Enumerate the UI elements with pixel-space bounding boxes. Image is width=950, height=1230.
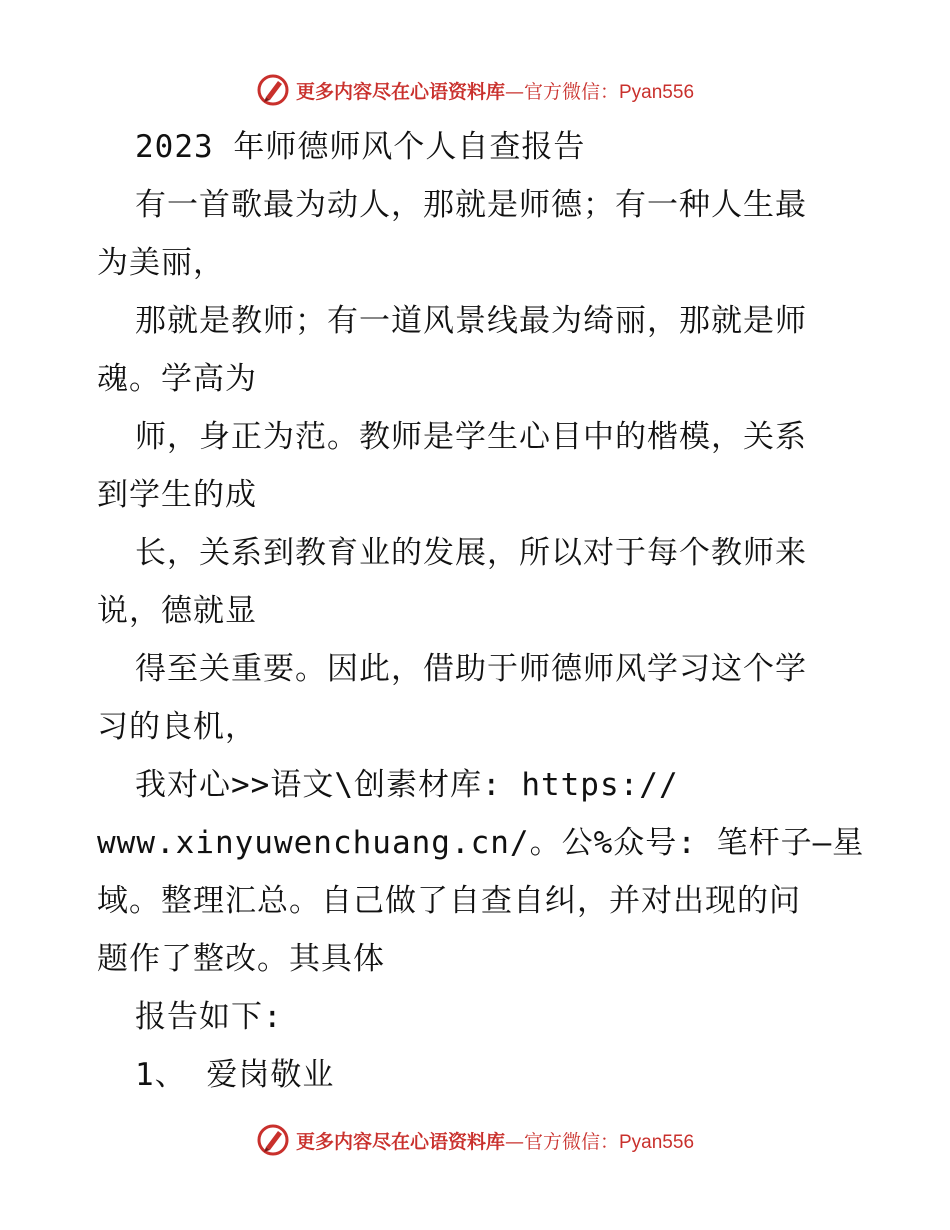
banner-text — [296, 77, 694, 104]
text-line: 有一首歌最为动人，那就是师德；有一种人生最 — [135, 187, 807, 223]
text-line: www.xinyuwenchuang.cn/。公%众号: 笔杆子—星 — [97, 825, 865, 861]
text-line: 到学生的成 — [97, 477, 257, 513]
text-line: 域。整理汇总。自己做了自查自纠，并对出现的问 — [97, 883, 801, 919]
document-body — [97, 118, 865, 1104]
footer-banner — [0, 1120, 950, 1160]
banner-wechat-text: 官方微信：Pyan556 — [524, 81, 695, 103]
text-line: 我对心>>语文\创素材库: https:// — [135, 767, 679, 803]
banner-wechat-text: 官方微信：Pyan556 — [524, 1131, 695, 1153]
text-line: 那就是教师；有一道风景线最为绮丽，那就是师 — [135, 303, 807, 339]
text-line: 报告如下: — [135, 999, 283, 1035]
text-line: 2023 年师德师风个人自查报告 — [135, 129, 586, 165]
text-line: 师，身正为范。教师是学生心目中的楷模，关系 — [135, 419, 807, 455]
banner-main-text: 更多内容尽在心语资料库 — [295, 1130, 505, 1153]
text-line: 魂。学高为 — [97, 361, 257, 397]
text-line: 1、 爱岗敬业 — [135, 1057, 335, 1093]
header-banner — [0, 70, 950, 110]
text-line: 得至关重要。因此，借助于师德师风学习这个学 — [135, 651, 807, 687]
banner-dash: — — [505, 1130, 524, 1153]
text-line: 习的良机， — [97, 709, 257, 745]
text-line: 题作了整改。其具体 — [97, 941, 385, 977]
banner-text — [296, 1127, 694, 1154]
banner-dash: — — [505, 80, 524, 103]
text-line: 为美丽， — [97, 245, 225, 281]
banner-main-text: 更多内容尽在心语资料库 — [295, 80, 505, 103]
pen-logo-icon — [256, 1123, 290, 1157]
pen-logo-icon — [256, 73, 290, 107]
text-line: 说，德就显 — [97, 593, 257, 629]
text-line: 长，关系到教育业的发展，所以对于每个教师来 — [135, 535, 807, 571]
